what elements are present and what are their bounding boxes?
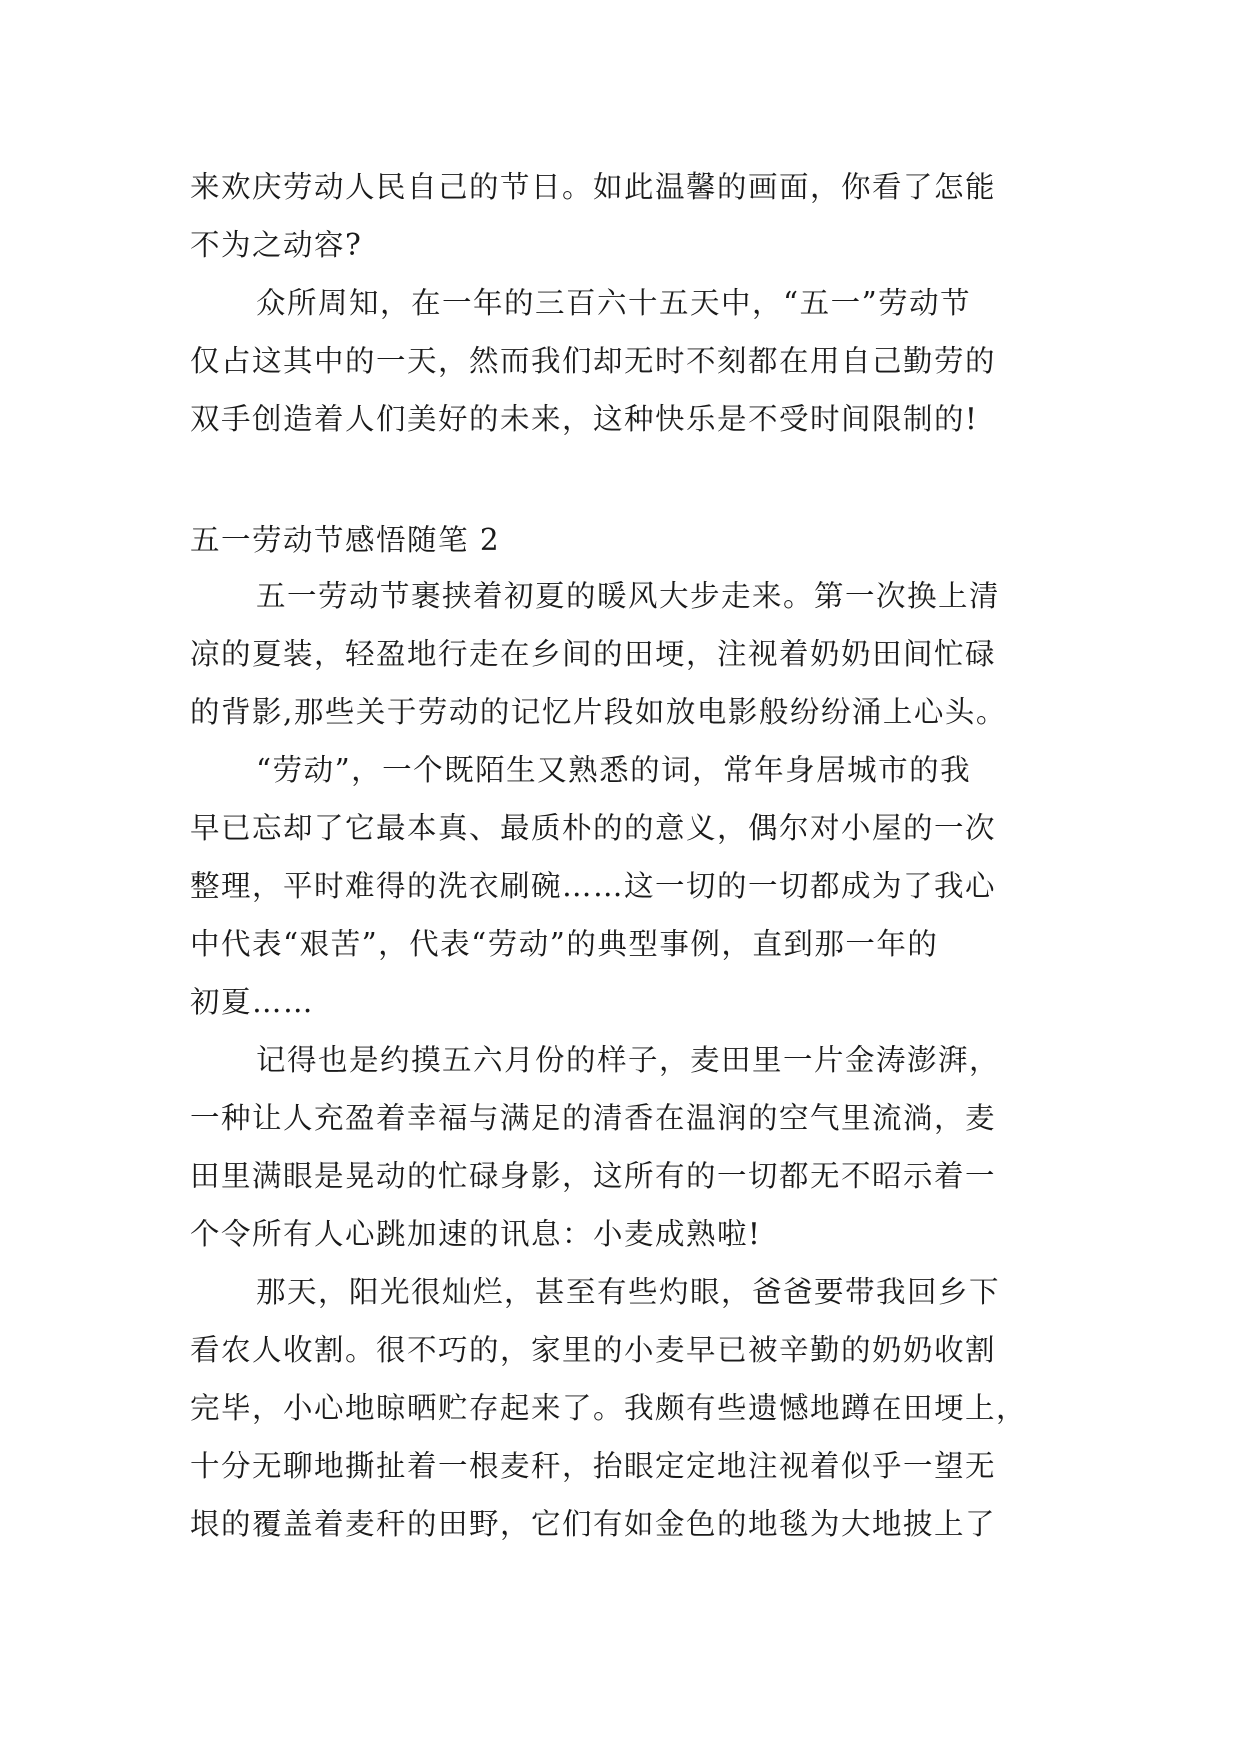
paragraph-line: 仅占这其中的一天，然而我们却无时不刻都在用自己勤劳的 xyxy=(190,344,997,378)
paragraph-line: 整理，平时难得的洗衣刷碗……这一切的一切都成为了我心 xyxy=(190,869,997,903)
paragraph-line: 中代表“艰苦”，代表“劳动”的典型事例，直到那一年的 xyxy=(190,927,939,961)
paragraph-line: 十分无聊地撕扯着一根麦秆，抬眼定定地注视着似乎一望无 xyxy=(190,1449,997,1483)
paragraph-line: 众所周知，在一年的三百六十五天中，“五一”劳动节 xyxy=(256,286,972,320)
paragraph-line: 不为之动容? xyxy=(190,228,363,262)
paragraph-line: 看农人收割。很不巧的，家里的小麦早已被辛勤的奶奶收割 xyxy=(190,1333,997,1367)
paragraph-line: 田里满眼是晃动的忙碌身影，这所有的一切都无不昭示着一 xyxy=(190,1159,997,1193)
paragraph-line: 个令所有人心跳加速的讯息：小麦成熟啦! xyxy=(190,1217,762,1251)
paragraph-line: 来欢庆劳动人民自己的节日。如此温馨的画面，你看了怎能 xyxy=(190,170,997,204)
paragraph-line: 记得也是约摸五六月份的样子，麦田里一片金涛澎湃， xyxy=(256,1043,1001,1077)
paragraph-line: “劳动”，一个既陌生又熟悉的词，常年身居城市的我 xyxy=(256,753,972,787)
paragraph-line: 早已忘却了它最本真、最质朴的的意义，偶尔对小屋的一次 xyxy=(190,811,997,845)
paragraph-line: 初夏…… xyxy=(190,985,315,1019)
paragraph-line: 凉的夏装，轻盈地行走在乡间的田埂，注视着奶奶田间忙碌 xyxy=(190,637,997,671)
section-2-text xyxy=(190,567,1052,1553)
paragraph-line: 的背影,那些关于劳动的记忆片段如放电影般纷纷涌上心头。 xyxy=(190,695,1007,729)
paragraph-line: 垠的覆盖着麦秆的田野，它们有如金色的地毯为大地披上了 xyxy=(190,1507,997,1541)
paragraph-line: 完毕，小心地晾晒贮存起来了。我颇有些遗憾地蹲在田埂上， xyxy=(190,1391,1028,1425)
paragraph-line: 那天，阳光很灿烂，甚至有些灼眼，爸爸要带我回乡下 xyxy=(256,1275,1001,1309)
paragraph-line: 一种让人充盈着幸福与满足的清香在温润的空气里流淌，麦 xyxy=(190,1101,997,1135)
paragraph-line: 五一劳动节裹挟着初夏的暖风大步走来。第一次换上清 xyxy=(256,579,1001,613)
section-1-text xyxy=(190,158,1052,448)
paragraph-line: 双手创造着人们美好的未来，这种快乐是不受时间限制的! xyxy=(190,402,979,436)
section-heading: 五一劳动节感悟随笔 2 xyxy=(190,523,501,557)
